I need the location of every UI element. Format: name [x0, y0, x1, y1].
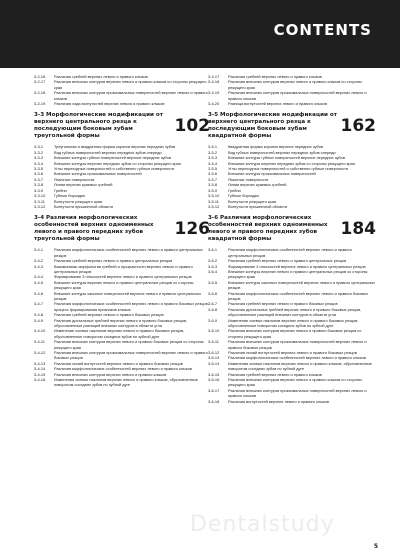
item-text: Различия морфологических особенностей верхних левого и правого центральных резцов: [54, 247, 203, 258]
toc-item[interactable]: [34, 280, 210, 291]
item-text: Различия гребней верхних левого и правого клыков: [228, 371, 322, 377]
toc-item[interactable]: [34, 204, 210, 209]
watermark: Dentalstudy: [190, 512, 335, 537]
item-text: Внешние контуры язычных поверхностей верхних левого и правого центральных резцов: [54, 290, 202, 301]
toc-item[interactable]: [34, 318, 210, 329]
toc-item[interactable]: [208, 388, 376, 399]
item-text: Различия гребней верхних левого и правого боковых резцов: [54, 312, 164, 318]
item-number: 3-3-5: [34, 166, 44, 172]
item-number: 3-5-2: [208, 149, 218, 155]
item-text: Различия вогнутостей верхних левого и правого клыков: [228, 398, 329, 404]
item-number: 3-5-12: [208, 203, 220, 209]
section-page-number: 126: [174, 219, 210, 240]
item-text: Различия внешних контуров проксимальных поверхностей верхних левого и правого клыков: [54, 90, 208, 101]
item-number: 3-4-18: [208, 79, 220, 85]
section-heading[interactable]: [34, 215, 210, 243]
item-number: 3-4-3: [34, 263, 44, 269]
item-number: 3-3-9: [34, 187, 44, 193]
item-text: Внешние контуры губных поверхностей верхних передних зубов: [54, 155, 171, 161]
toc-item[interactable]: [208, 269, 376, 280]
toc-item[interactable]: [34, 90, 210, 101]
item-text: Вогнутости пришеечной области: [54, 203, 114, 209]
item-number: 3-4-7: [34, 301, 44, 307]
item-number: 3-6-1: [208, 247, 218, 253]
item-text: Различия внешних контуров проксимальных поверхностей верхних левого и правого клыков: [228, 90, 367, 101]
section-page-number: 184: [340, 219, 376, 240]
item-number: 3-3-3: [34, 155, 44, 161]
section-items: [208, 144, 376, 209]
toc-item[interactable]: [208, 399, 376, 404]
page-number: 5: [373, 543, 378, 550]
item-number: 3-6-7: [208, 301, 218, 307]
toc-item[interactable]: [208, 204, 376, 209]
item-text: Язычные поверхности: [228, 176, 269, 182]
toc-item[interactable]: [34, 339, 210, 350]
item-text: Формирование 3 плоскостей верхних левого и правого центральных резцов: [228, 263, 366, 269]
item-number: 3-3-6: [34, 171, 44, 177]
item-number: 3-6-10: [208, 328, 220, 334]
item-text: Линии верхних краевых гребней: [228, 182, 287, 188]
item-text: Различия морфологических особенностей верхних левого и правого клыков: [54, 366, 192, 372]
item-text: Формирование 3 плоскостей верхних левого и правого центральных резцов: [54, 274, 192, 280]
item-number: 3-4-10: [34, 328, 46, 334]
item-text: Внешние контуры верхних левого и правого центральных резцов со стороны режущего края: [228, 268, 368, 280]
section-items: [34, 247, 210, 388]
item-text: Внешние контуры верхних передних зубов со стороны режущего края: [228, 160, 355, 166]
item-text: Линии верхних краевых гребней: [54, 182, 113, 188]
toc-item[interactable]: [34, 101, 210, 106]
item-number: 3-3-12: [34, 203, 46, 209]
toc-item[interactable]: [34, 301, 210, 312]
toc-item[interactable]: [34, 291, 210, 302]
item-number: 3-5-9: [208, 187, 218, 193]
item-number: 3-6-18: [208, 398, 220, 404]
item-number: 3-6-12: [208, 350, 220, 356]
item-number: 3-4-13: [34, 360, 46, 366]
right-column: [208, 74, 376, 404]
item-number: 3-4-6: [34, 290, 44, 296]
item-number: 3-6-3: [208, 263, 218, 269]
item-text: Различия гребней верхних левого и правого боковых резцов: [228, 301, 338, 307]
toc-item[interactable]: [34, 264, 210, 275]
item-number: 3-6-2: [208, 258, 218, 264]
item-text: Вид губных поверхностей верхних передних зубов спереди: [228, 149, 336, 155]
item-text: Внешние контуры проксимальных поверхностей: [54, 171, 142, 177]
toc-item[interactable]: [208, 90, 376, 101]
right-top-list: [208, 74, 376, 106]
section-title: 3-4 Различия морфологических особенностей верхних одноименных левого и правого передних зубов треугольной формы: [34, 215, 154, 243]
item-text: Внешние контуры верхних передних зубов со стороны режущего края: [54, 160, 181, 166]
item-number: 3-4-12: [34, 350, 46, 356]
item-text: Различия морфологических особенностей верхних левого и правого боковых резцов, процесс формирования признаков клыков: [54, 301, 209, 312]
item-number: 3-6-5: [208, 279, 218, 285]
left-column: [34, 74, 210, 388]
item-number: 3-5-3: [208, 155, 218, 161]
item-number: 3-2-17: [34, 79, 46, 85]
item-text: Внешние контуры верхних левого и правого центральных резцов со стороны режущего края: [54, 279, 194, 291]
item-number: 3-3-2: [34, 149, 44, 155]
item-text: Внешние контуры язычных поверхностей верхних левого и правого центральных резцов: [228, 279, 376, 291]
item-text: Изменения осевых наклонов верхних левого и правого клыков, обусловленные поворотом соседних зубов по зубной дуге: [228, 360, 372, 372]
item-text: Изменения осевых наклонов верхних левого и правого клыков, обусловленные поворотом соседних зубов по зубной дуге: [54, 377, 198, 388]
item-number: 3-2-18: [34, 90, 46, 96]
item-number: 3-4-2: [34, 258, 44, 264]
toc-item[interactable]: [34, 328, 210, 339]
item-number: 3-6-9: [208, 317, 218, 323]
item-text: Различия гребней верхних левого и правого клыков: [54, 74, 148, 79]
item-number: 3-4-17: [208, 74, 220, 79]
item-text: Гребни: [228, 187, 241, 193]
toc-item[interactable]: [34, 79, 210, 90]
item-text: Вогнутости режущего края: [54, 198, 103, 204]
item-number: 3-4-15: [34, 371, 46, 377]
item-number: 3-4-5: [34, 279, 44, 285]
toc-item[interactable]: [34, 247, 210, 258]
item-number: 3-5-7: [208, 176, 218, 182]
item-text: Различия внешних контуров верхних левого и правого клыков со стороны режущего края: [228, 79, 362, 90]
item-text: Губные бороздки: [54, 193, 85, 199]
item-number: 3-5-5: [208, 166, 218, 172]
item-number: 3-4-8: [34, 312, 44, 318]
item-number: 3-3-1: [34, 144, 44, 150]
item-number: 3-6-8: [208, 306, 218, 312]
toc-item[interactable]: [208, 101, 376, 106]
toc-item[interactable]: [208, 247, 376, 258]
section-items: [34, 144, 210, 209]
item-number: 3-6-13: [208, 355, 220, 361]
item-text: Разница вогнутостей верхних левого и правого клыков: [228, 101, 327, 107]
section-title: 3-6 Различия морфологических особенностей верхних одноименных левого и правого передних зубов квадратной формы: [208, 215, 328, 243]
item-number: 3-4-19: [208, 90, 220, 96]
section-title: 3-3 Морфологические модификации от верхнего центрального резца к последующим боковым зубам треугольной формы: [34, 112, 163, 140]
item-text: Внешние контуры губных поверхностей верхних передних зубов: [228, 155, 345, 161]
item-number: 3-6-16: [208, 377, 220, 383]
item-text: Вид губных поверхностей верхних передних зубов спереди: [54, 149, 162, 155]
item-text: Различия внешних контуров проксимальных поверхностей верхних левого и правого клыков: [228, 387, 367, 399]
item-number: 3-3-8: [34, 182, 44, 188]
item-number: 3-5-10: [208, 193, 220, 199]
toc-item[interactable]: [208, 280, 376, 291]
toc-item[interactable]: [34, 377, 210, 388]
item-number: 3-5-8: [208, 182, 218, 188]
item-text: Различия линий вогнутостей верхних левого и правого боковых резцов: [228, 350, 357, 356]
item-number: 3-3-4: [34, 160, 44, 166]
toc-item[interactable]: [208, 328, 376, 339]
item-text: Изменение осевых наклонов верхних левого и правого боковых резцов, обусловленные поворотом соседних зубов по зубной дуге: [54, 328, 185, 339]
item-text: Вогнутости режущего края: [228, 198, 277, 204]
item-text: Различия морфологических особенностей верхних левого и правого боковых резцов: [228, 290, 369, 301]
section-heading[interactable]: [208, 215, 376, 243]
item-text: Различия внешних контуров верхних левого и правого клыков со стороны режущего края: [228, 377, 362, 388]
toc-item[interactable]: [34, 350, 210, 361]
item-text: Различия внешних контуров верхних левого и правого клыков: [54, 371, 167, 377]
item-text: Различия гребней верхних левого и правого центральных резцов: [228, 258, 347, 264]
item-text: Различия внешних контуров проксимальных поверхностей верхних левого и правого боковых резцов: [228, 339, 367, 350]
item-number: 3-4-1: [34, 247, 44, 253]
item-number: 3-5-1: [208, 144, 218, 150]
toc-item[interactable]: [208, 79, 376, 90]
item-number: 3-6-6: [208, 290, 218, 296]
item-number: 3-6-11: [208, 339, 219, 345]
item-number: 3-6-17: [208, 387, 220, 393]
toc-item[interactable]: [208, 339, 376, 350]
item-text: Треугольная и квадратная форма коронок верхних передних зубов: [54, 144, 176, 150]
toc-item[interactable]: [208, 307, 376, 318]
item-text: Различия дистальных гребней верхних левого и правого боковых резцов, обусловленные разницей внешних контуров в области угла: [54, 317, 188, 328]
section-heading[interactable]: [208, 112, 376, 140]
item-number: 3-6-4: [208, 268, 218, 274]
item-text: Различия внешних контуров проксимальных поверхностей верхних левого и правого боковых резцов: [54, 350, 208, 361]
item-number: 3-2-19: [34, 101, 46, 107]
item-number: 3-3-10: [34, 193, 46, 199]
toc-item[interactable]: [208, 361, 376, 372]
item-text: Различия внешних контуров верхних левого и правого боковых резцов со стороны режущего края: [54, 339, 204, 350]
item-text: Различия дистальных гребней верхних левого и правого боковых резцов, обусловленные разницей внешних контуров в области угла: [228, 306, 362, 318]
item-text: Углы переходных поверхностей и собственно губные поверхности: [228, 166, 349, 172]
item-number: 3-4-20: [208, 101, 220, 107]
item-number: 3-2-16: [34, 74, 46, 79]
item-text: Различия внешних контуров верхних левого и правого клыков со стороны режущего края: [54, 79, 207, 90]
item-text: Углы переходных поверхностей и собственно губные поверхности: [54, 166, 175, 172]
item-number: 3-6-14: [208, 360, 220, 366]
item-text: Внешние контуры проксимальных поверхностей: [228, 171, 316, 177]
toc-item[interactable]: [208, 291, 376, 302]
item-text: Язычные поверхности: [54, 176, 95, 182]
item-text: Вогнутости пришеечной области: [228, 203, 288, 209]
item-text: Различия морфологических особенностей верхних левого и правого центральных резцов: [228, 247, 352, 258]
item-text: Изменение осевых наклонов верхних левого и правого боковых резцов, обусловленные поворотом соседних зубов по зубной дуге: [228, 317, 359, 328]
item-text: Различия гребней верхних левого и правого центральных резцов: [54, 258, 173, 264]
item-number: 3-4-9: [34, 317, 44, 323]
item-text: Гребни: [54, 187, 67, 193]
item-text: Различия гребней верхних левого и правого клыков: [228, 74, 322, 79]
item-text: Различия морфологических особенностей верхних левого и правого клыков: [228, 355, 366, 361]
section-items: [208, 247, 376, 404]
item-number: 3-3-11: [34, 198, 45, 204]
item-number: 3-4-16: [34, 377, 46, 383]
left-top-list: [34, 74, 210, 106]
item-number: 3-4-11: [34, 339, 45, 345]
item-number: 3-5-6: [208, 171, 218, 177]
toc-item[interactable]: [208, 377, 376, 388]
item-text: Губные бороздки: [228, 193, 259, 199]
item-text: Различия внешних контуров верхних левого и правого боковых резцов со стороны режущего края: [228, 328, 362, 339]
item-number: 3-5-11: [208, 198, 219, 204]
item-number: 3-3-7: [34, 176, 44, 182]
item-number: 3-6-15: [208, 371, 220, 377]
item-text: Различия хода вогнутостей верхних левого и правого клыков: [54, 101, 165, 107]
item-text: Взаимосвязь морфологии гребней и прозрачности верхних левого и правого центральных резцов: [54, 263, 193, 274]
section-title: 3-5 Морфологические модификации от верхнего центрального резца к последующим боковым зубам квадратной формы: [208, 112, 337, 140]
item-text: Различия линий вогнутостей верхних левого и правого боковых резцов: [54, 360, 183, 366]
toc-item[interactable]: [208, 318, 376, 329]
contents-header: [0, 0, 400, 68]
item-number: 3-4-14: [34, 366, 46, 372]
item-number: 3-4-4: [34, 274, 44, 280]
section-page-number: 102: [174, 116, 210, 137]
contents-title: CONTENTS: [273, 21, 372, 39]
item-text: Квадратная форма коронок верхних передних зубов: [228, 144, 323, 150]
section-heading[interactable]: [34, 112, 210, 140]
item-number: 3-5-4: [208, 160, 218, 166]
section-page-number: 162: [340, 116, 376, 137]
